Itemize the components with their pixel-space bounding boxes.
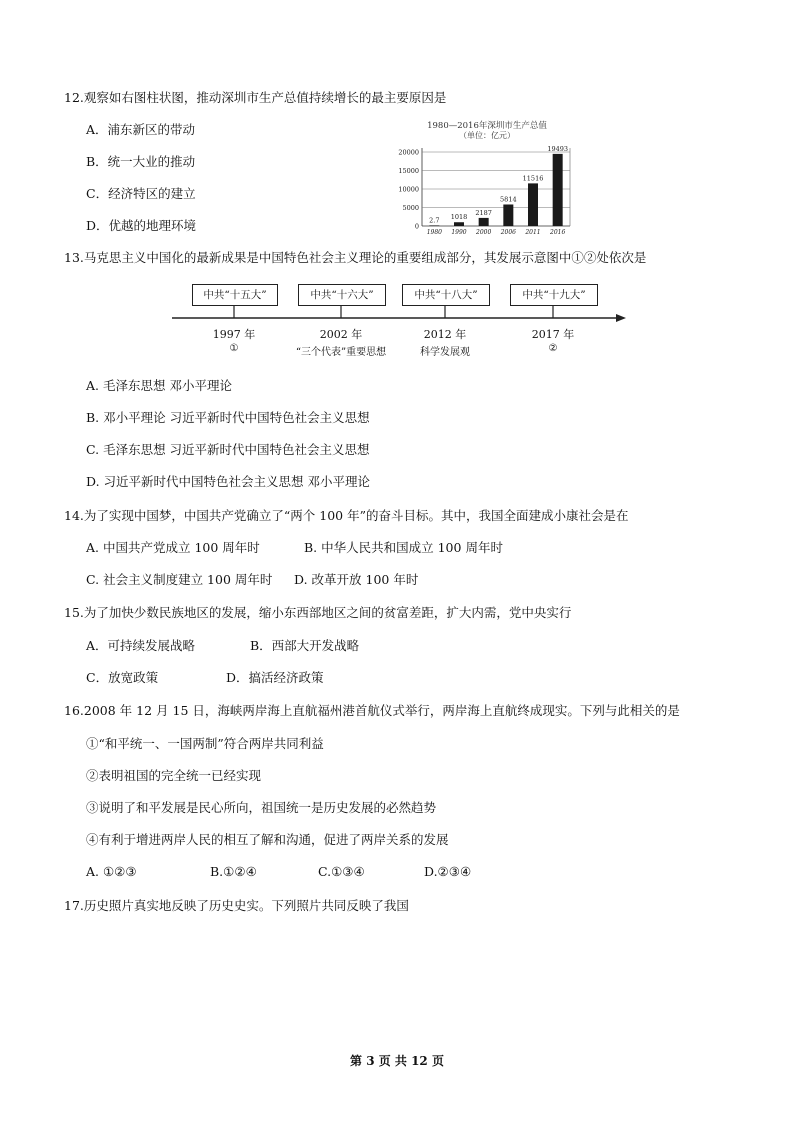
q13-stem: 13.马克思主义中国化的最新成果是中国特色社会主义理论的重要组成部分，其发展示意图中①②处依次是 [64, 250, 647, 265]
congress-box-15: 中共“十五大” [192, 284, 278, 306]
data-label-2006: 5814 [500, 195, 517, 204]
q13-option-d[interactable]: D. 习近平新时代中国特色社会主义思想 邓小平理论 [86, 474, 370, 489]
q17-stem: 17.历史照片真实地反映了历史史实。下列照片共同反映了我国 [64, 898, 409, 913]
congress-box-16: 中共“十六大” [298, 284, 386, 306]
q14-option-a[interactable]: A. 中国共产党成立 100 周年时 [86, 540, 260, 555]
y-tick-label: 10000 [398, 185, 419, 194]
q12-stem: 12.观察如右图柱状图，推动深圳市生产总值持续增长的最主要原因是 [64, 90, 447, 105]
q16-item-1: ①“和平统一、一国两制”符合两岸共同利益 [86, 736, 324, 751]
data-label-2016: 19493 [547, 144, 569, 153]
year-1997: 1997 年 [212, 328, 256, 341]
bar-2000 [479, 218, 489, 226]
blank-1: ① [229, 343, 239, 354]
theory-scientific-development: 科学发展观 [420, 347, 470, 358]
q16-item-3: ③说明了和平发展是民心所向，祖国统一是历史发展的必然趋势 [86, 800, 437, 815]
theory-three-represents: “三个代表”重要思想 [295, 347, 387, 358]
year-2017: 2017 年 [531, 328, 575, 341]
chart-subtitle: （单位：亿元） [459, 131, 515, 140]
q12-option-a[interactable]: A．浦东新区的带动 [86, 122, 196, 137]
x-tick-2000: 2000 [476, 229, 492, 236]
x-tick-1980: 1980 [426, 229, 442, 236]
blank-2: ② [548, 343, 558, 354]
data-label-1980: 2.7 [429, 216, 440, 225]
x-tick-2016: 2016 [550, 229, 566, 236]
q16-option-b[interactable]: B.①②④ [210, 864, 257, 879]
bar-2006 [503, 204, 513, 226]
chart-title: 1980—2016年深圳市生产总值 [427, 121, 547, 131]
q14-option-b[interactable]: B. 中华人民共和国成立 100 周年时 [304, 540, 503, 555]
q13-option-a[interactable]: A. 毛泽东思想 邓小平理论 [86, 378, 232, 393]
q15-option-b[interactable]: B．西部大开发战略 [250, 638, 360, 653]
q16-option-d[interactable]: D.②③④ [424, 864, 472, 879]
x-tick-2006: 2006 [500, 229, 516, 236]
bar-1980 [429, 225, 439, 226]
q15-option-d[interactable]: D．搞活经济政策 [226, 670, 324, 685]
q13-option-c[interactable]: C. 毛泽东思想 习近平新时代中国特色社会主义思想 [86, 442, 370, 457]
y-tick-label: 20000 [398, 148, 419, 157]
x-tick-1990: 1990 [451, 229, 467, 236]
q14-option-c[interactable]: C. 社会主义制度建立 100 周年时 [86, 572, 273, 587]
q16-item-2: ②表明祖国的完全统一已经实现 [86, 768, 262, 783]
bar-1990 [454, 222, 464, 226]
year-2012: 2012 年 [423, 328, 467, 341]
data-label-2000: 2187 [475, 208, 492, 217]
x-tick-2011: 2011 [525, 229, 541, 236]
data-label-1990: 1018 [450, 213, 468, 222]
y-tick-label: 15000 [398, 167, 419, 175]
q15-option-a[interactable]: A．可持续发展战略 [86, 638, 196, 653]
congress-box-19: 中共“十九大” [510, 284, 598, 306]
q16-item-4: ④有利于增进两岸人民的相互了解和沟通，促进了两岸关系的发展 [86, 832, 449, 847]
q14-option-d[interactable]: D. 改革开放 100 年时 [294, 572, 419, 587]
congress-box-18: 中共“十八大” [402, 284, 490, 306]
y-tick-label: 5000 [402, 204, 419, 212]
bar-2011 [528, 183, 538, 226]
q14-stem: 14.为了实现中国梦，中国共产党确立了“两个 100 年”的奋斗目标。其中，我国全面建成小康社会是在 [64, 508, 629, 523]
arrow-right-icon [616, 314, 626, 322]
q16-option-c[interactable]: C.①③④ [318, 864, 365, 879]
q12-option-b[interactable]: B．统一大业的推动 [86, 154, 196, 169]
year-2002: 2002 年 [319, 328, 363, 341]
q15-stem: 15.为了加快少数民族地区的发展，缩小东西部地区之间的贫富差距，扩大内需，党中央实行 [64, 605, 572, 620]
q13-option-b[interactable]: B. 邓小平理论 习近平新时代中国特色社会主义思想 [86, 410, 370, 425]
q15-option-c[interactable]: C．放宽政策 [86, 670, 159, 685]
q12-option-d[interactable]: D．优越的地理环境 [86, 218, 197, 233]
data-label-2011: 11516 [522, 174, 544, 183]
q12-option-c[interactable]: C．经济特区的建立 [86, 186, 196, 201]
page-footer: 第 3 页 共 12 页 [350, 1054, 444, 1068]
gdp-bar-chart [392, 118, 582, 240]
q16-option-a[interactable]: A. ①②③ [86, 864, 137, 879]
bar-2016 [553, 154, 563, 226]
timeline-diagram [172, 280, 632, 362]
q16-stem: 16.2008 年 12 月 15 日，海峡两岸海上直航福州港首航仪式举行，两岸海上直航终成现实。下列与此相关的是 [64, 703, 680, 718]
y-tick-label: 0 [414, 222, 419, 231]
